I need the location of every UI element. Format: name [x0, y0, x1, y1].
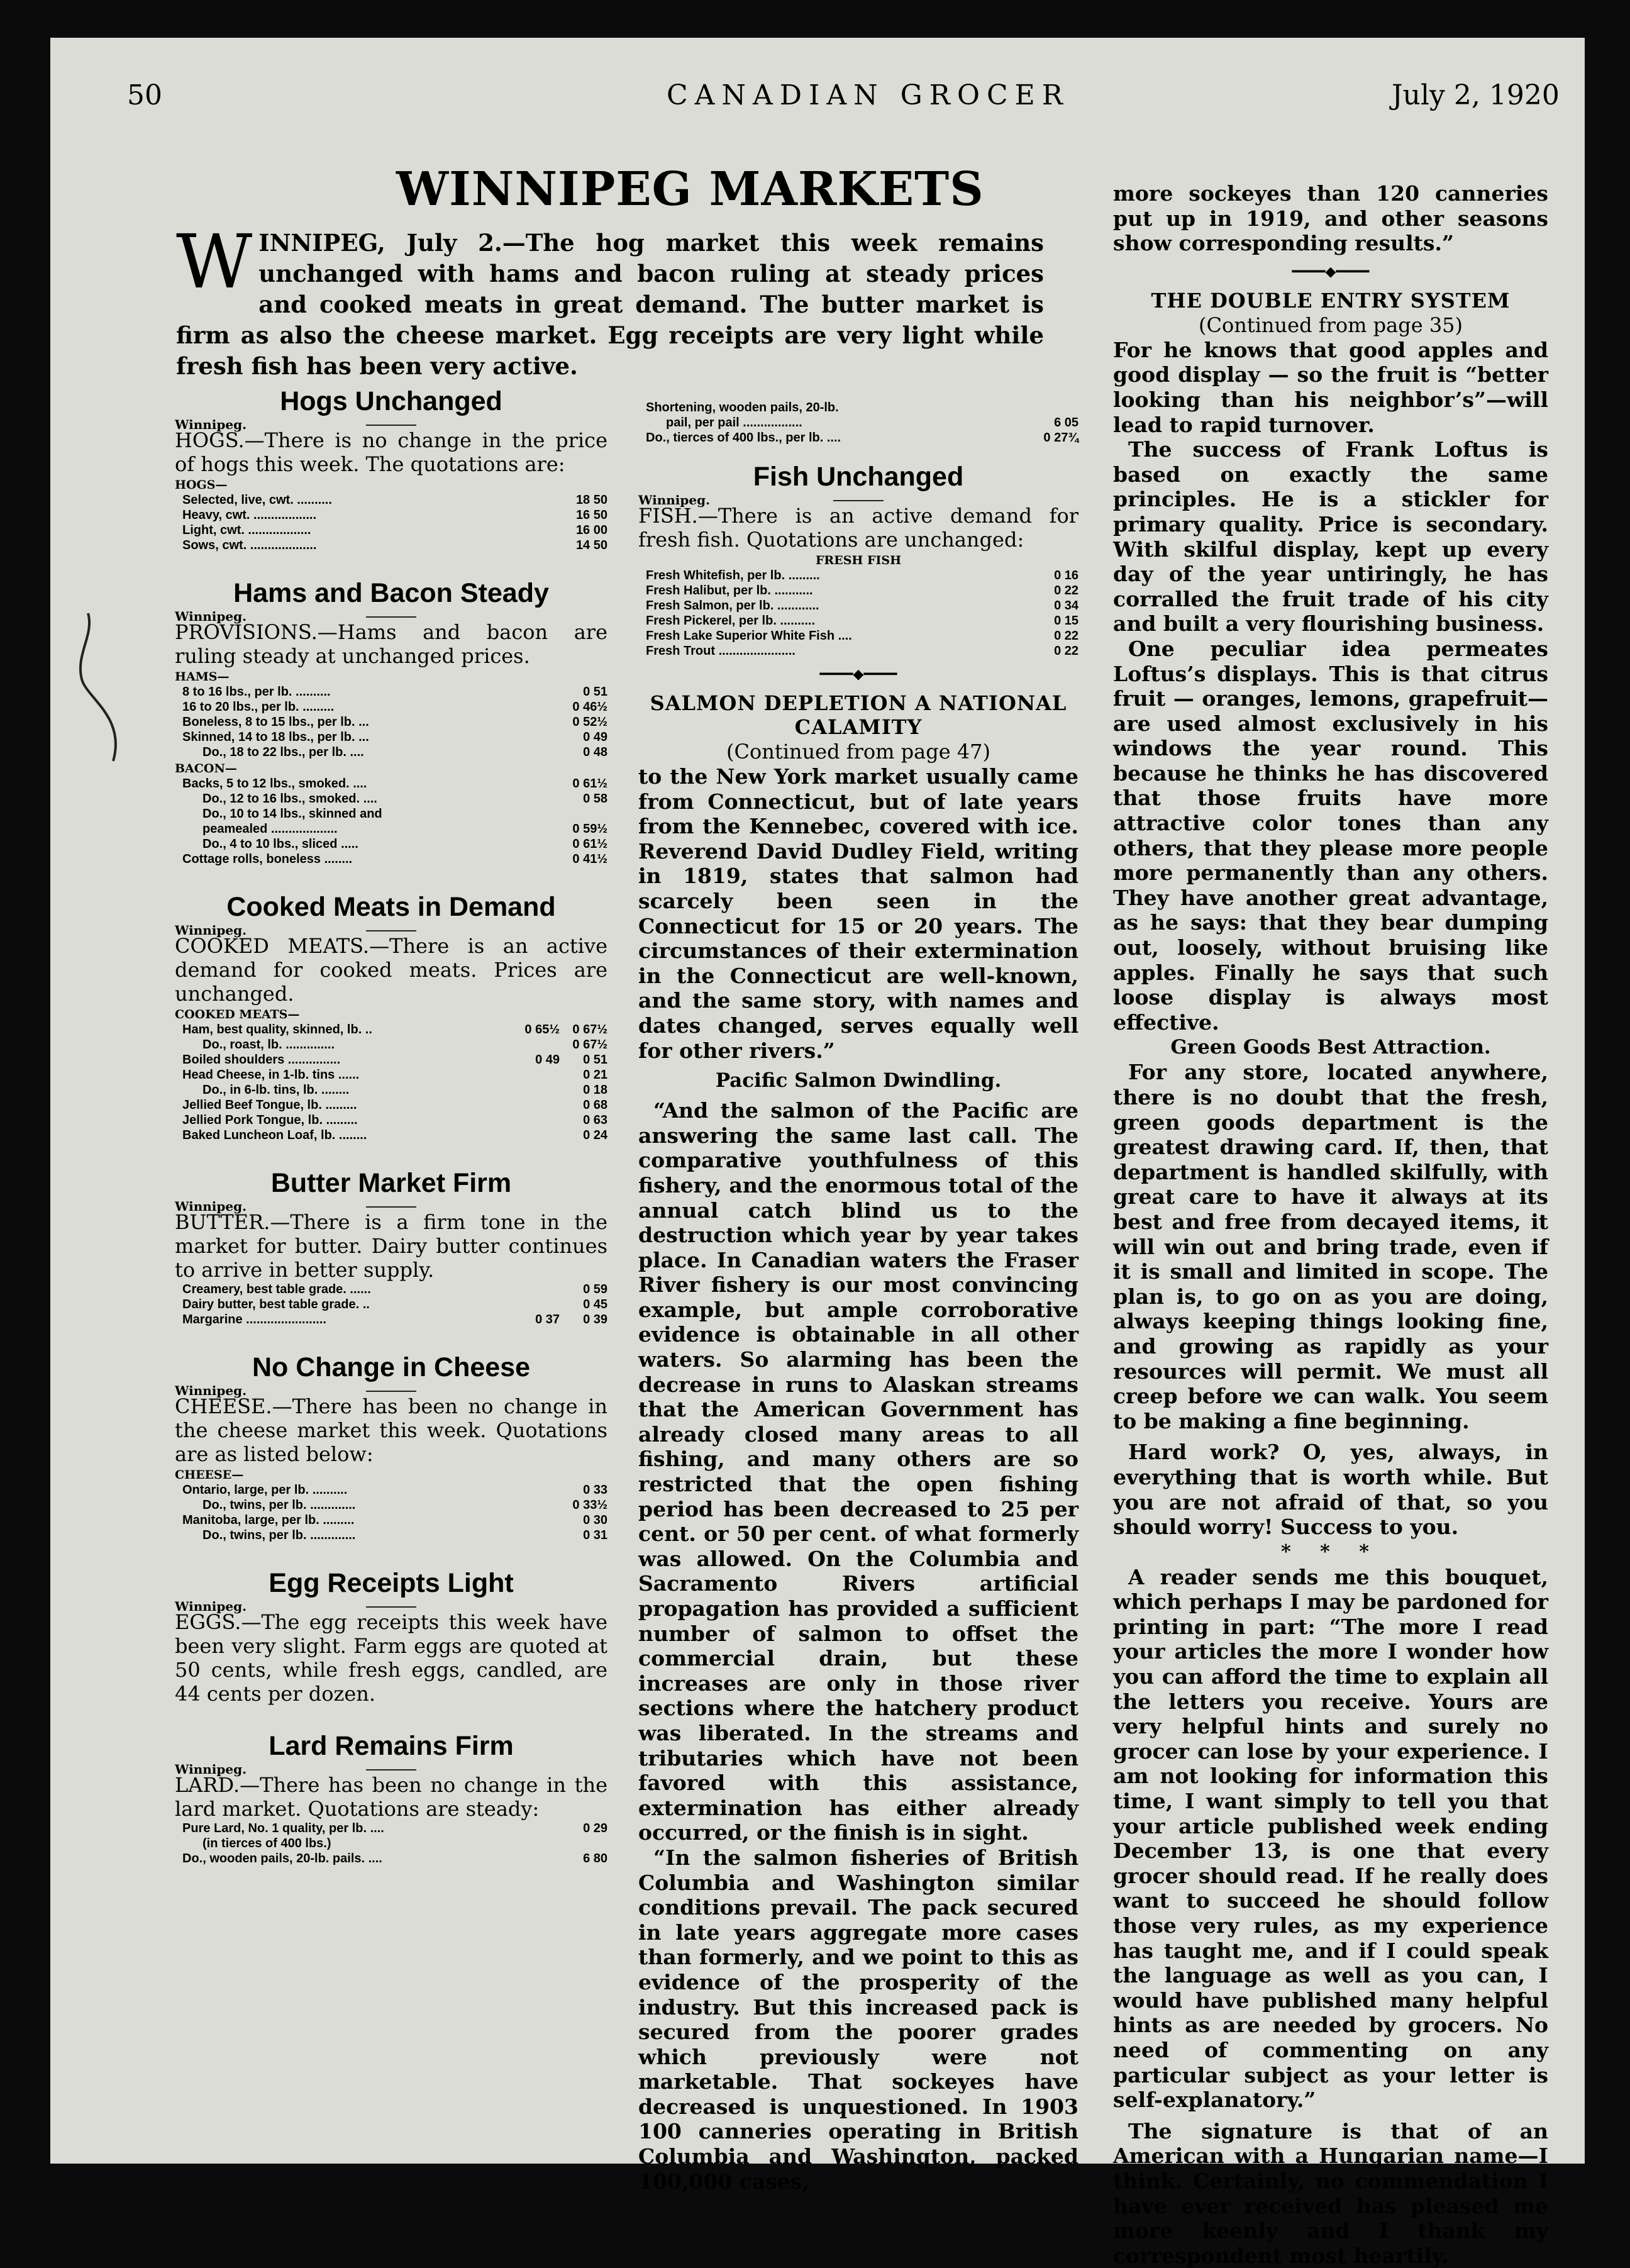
quote-item: 16 to 20 lbs., per lb. ......... [182, 700, 335, 714]
quote-row [175, 1113, 607, 1128]
section-title: Hams and Bacon Steady [233, 578, 549, 608]
quote-row [175, 1052, 607, 1067]
divider-ornament: ━━━━◆━━━━ [1292, 264, 1370, 280]
quote-price: 0 22 [1054, 644, 1078, 658]
quote-price [1031, 400, 1078, 415]
quote-item: Fresh Whitefish, per lb. ......... [646, 569, 820, 582]
page-title: WINNIPEG MARKETS [396, 162, 984, 216]
section-butter [175, 1167, 607, 1327]
dateline: Winnipeg. [175, 1762, 247, 1777]
quote-item: Jellied Pork Tongue, lb. ......... [182, 1113, 358, 1127]
quote-price: 14 50 [575, 538, 607, 552]
section-hams-bacon [175, 577, 607, 867]
quote-item: Sows, cwt. ................... [182, 538, 317, 552]
quote-price: 6 05 [1054, 416, 1078, 430]
quote-price: 0 61½ [572, 837, 607, 851]
quote-item: Light, cwt. .................. [182, 523, 311, 537]
quote-item: Baked Luncheon Loaf, lb. ........ [182, 1128, 367, 1142]
section-title: Butter Market Firm [270, 1168, 512, 1198]
quote-item: Ontario, large, per lb. .......... [182, 1483, 348, 1497]
section-intro: HOGS.—There is no change in the price of hogs this week. The quotations are: [175, 428, 607, 476]
quote-price-low: 0 65½ [524, 1023, 560, 1037]
page-number: 50 [127, 79, 162, 111]
quote-item: Do., wooden pails, 20-lb. pails. .... [182, 1852, 382, 1865]
quote-price: 0 58 [583, 792, 607, 806]
section-hogs [175, 385, 607, 553]
paragraph: The signature is that of an American with a Hungarian name—I think. Certainly, no commendation I have ever received has pleased me more keenly and I thank my correspondent most heartily. [1113, 2118, 1548, 2268]
quote-row [175, 492, 607, 508]
quote-item: Creamery, best table grade. ...... [182, 1282, 371, 1296]
quote-item: Pure Lard, No. 1 quality, per lb. .... [182, 1821, 384, 1835]
quote-price: 0 68 [583, 1098, 607, 1112]
quote-price: 0 15 [1054, 614, 1078, 628]
quote-row [175, 806, 607, 821]
paragraph: One peculiar idea permeates Loftus’s displays. This is that citrus fruit — oranges, lemons, grapefruit—are used almost exclusively in his windows the year round. This because he thinks he has discovered that those fruits have more attractive color tones than any others, that they please more people more permanently than any others. They have another great advantage, as he says: that they bear dumping out, loosely, without bruising like apples. Finally he says that such loose display is always most effective. [1113, 636, 1548, 1035]
quote-price: 0 31 [583, 1528, 607, 1542]
quote-price-low [506, 1297, 560, 1312]
section-intro: COOKED MEATS.—There is an active demand for cooked meats. Prices are unchanged. [175, 934, 607, 1006]
quote-table [175, 684, 607, 760]
article-body [638, 764, 1078, 2194]
quote-row [175, 1297, 607, 1312]
dateline: Winnipeg. [175, 609, 247, 624]
quote-row [175, 523, 607, 538]
quote-row [175, 1821, 607, 1836]
paragraph: “And the salmon of the Pacific are answering the same last call. The comparative youthfulness of this fishery, and the enormous total of the annual catch blind us to the destruction which year by year takes place. In Canadian waters the Fraser River fishery is our most convincing example, but ample corroborative evidence is obtainable in all other waters. So alarming has been the decrease in runs to Alaskan streams that the American Government has already closed many areas to all fishing, and many others are so restricted that the open fishing period has been decreased to 25 per cent. or 50 per cent. of what formerly was allowed. On the Columbia and Sacramento Rivers artificial propagation has provided a sufficient number of salmon to offset the commercial drain, but these increases are only in those river sections where the hatchery product was liberated. In the streams and tributaries which have not been favored with this assistance, extermination has either already occurred, or the finish is in sight. [638, 1098, 1078, 1845]
quote-row [638, 430, 1078, 445]
quote-price: 0 51 [583, 1053, 607, 1067]
continued-note: (Continued from page 47) [726, 740, 991, 764]
section-lard [175, 1730, 607, 1866]
quote-row [175, 791, 607, 806]
quote-price: 0 63 [583, 1113, 607, 1127]
quote-item: Do., twins, per lb. ............. [202, 1498, 356, 1512]
quote-item: Do., tierces of 400 lbs., per lb. .... [646, 431, 841, 445]
quote-price-low: 0 37 [535, 1313, 560, 1326]
paragraph: The success of Frank Loftus is based on exactly the same principles. He is a stickler for primary quality. Price is secondary. With skilful display, kept up every day of the year untiringly, he has corralled the fruit trade of his city and built a very flourishing business. [1113, 437, 1548, 636]
dateline: Winnipeg. [175, 923, 247, 938]
quote-table [175, 1022, 607, 1143]
quote-item: Dairy butter, best table grade. .. [182, 1298, 370, 1311]
quote-row [175, 1498, 607, 1513]
quote-row [638, 568, 1078, 583]
quote-item: Fresh Pickerel, per lb. .......... [646, 614, 815, 628]
quote-price: 0 67½ [572, 1038, 607, 1052]
quote-item: peamealed ................... [202, 822, 338, 836]
quote-price: 0 22 [1054, 584, 1078, 598]
quote-item: 8 to 16 lbs., per lb. .......... [182, 685, 331, 699]
quote-row [175, 1851, 607, 1866]
section-eggs [175, 1567, 607, 1706]
section-intro: FISH.—There is an active demand for fresh fish. Quotations are unchanged: [638, 504, 1078, 552]
quote-row [175, 1312, 607, 1327]
quote-table [638, 568, 1078, 659]
quote-price: 0 59½ [572, 822, 607, 836]
quote-row [175, 1067, 607, 1082]
quote-item: Do., 4 to 10 lbs., sliced ..... [202, 837, 358, 851]
quote-group-label: FRESH FISH [815, 553, 902, 567]
section-intro: BUTTER.—There is a firm tone in the market for butter. Dairy butter continues to arrive in better supply. [175, 1210, 607, 1282]
section-rule [366, 1391, 416, 1392]
continued-note: (Continued from page 35) [1198, 313, 1463, 337]
quote-price-low [506, 1282, 560, 1297]
section-rule [366, 616, 416, 618]
quote-price: 0 33 [583, 1483, 607, 1497]
quote-price: 0 18 [583, 1083, 607, 1097]
quote-row [638, 643, 1078, 659]
divider-ornament: ━━━━◆━━━━ [819, 667, 897, 682]
drop-cap: W [176, 218, 253, 305]
quote-item: Do., 18 to 22 lbs., per lb. .... [202, 745, 364, 759]
quote-item: Cottage rolls, boneless ........ [182, 852, 353, 866]
quote-price: 0 41½ [572, 852, 607, 866]
paragraph: Hard work? O, yes, always, in everything that is worth while. But you are not afraid of that, so you should worry! Success to you. [1113, 1440, 1548, 1540]
quote-group-label: BACON— [175, 762, 237, 775]
quote-row [175, 1528, 607, 1543]
quote-item: Fresh Salmon, per lb. ............ [646, 599, 819, 613]
section-title: Egg Receipts Light [269, 1568, 514, 1598]
quote-item: Do., 12 to 16 lbs., smoked. .... [202, 792, 377, 806]
quote-item: Boneless, 8 to 15 lbs., per lb. ... [182, 715, 369, 729]
publication-name: CANADIAN GROCER [667, 79, 1070, 111]
quote-price-low [506, 1067, 560, 1082]
quote-price: 0 49 [583, 730, 607, 744]
quote-row [638, 598, 1078, 613]
section-rule [366, 1206, 416, 1208]
quote-price-low [506, 1098, 560, 1113]
quote-price: 18 50 [575, 493, 607, 507]
section-title: Hogs Unchanged [280, 386, 502, 416]
section-intro: CHEESE.—There has been no change in the cheese market this week. Quotations are as listed below: [175, 1394, 607, 1466]
section-rule [366, 1606, 416, 1608]
quote-price: 0 30 [583, 1513, 607, 1527]
quote-price-low [506, 1037, 560, 1052]
paragraph: For any store, located anywhere, there is no doubt that the fresh, green goods department is the greatest drawing card. If, then, that department is handled skilfully, with great care to have it always at its best and free from decayed items, it will win out and bring trade, even if it is small and limited in scope. The plan is, to go on as you are doing, always keeping things looking fine, and growing as rapidly as your resources will permit. We must all creep before we can walk. You seem to be making a fine beginning. [1113, 1060, 1548, 1433]
quote-price: 0 16 [1054, 569, 1078, 582]
quote-item: Skinned, 14 to 18 lbs., per lb. ... [182, 730, 369, 744]
quote-item: Boiled shoulders ............... [182, 1053, 341, 1067]
paragraph: more sockeyes than 120 canneries put up in 1919, and other seasons show corresponding results.” [1113, 181, 1548, 256]
quote-price [560, 1836, 607, 1851]
quote-price: 0 61½ [572, 777, 607, 791]
quote-price: 0 24 [583, 1128, 607, 1142]
section-intro: EGGS.—The egg receipts this week have been very slight. Farm eggs are quoted at 50 cents, while fresh eggs, candled, are 44 cents per dozen. [175, 1610, 607, 1706]
quote-row [175, 508, 607, 523]
article-subheading: Pacific Salmon Dwindling. [715, 1069, 1002, 1092]
quote-row [638, 583, 1078, 598]
quote-group-label: COOKED MEATS— [175, 1008, 300, 1021]
quote-table [175, 1482, 607, 1543]
quote-price: 0 27¾ [1043, 431, 1078, 445]
section-cheese [175, 1351, 607, 1543]
quote-price: 16 50 [575, 508, 607, 522]
column-right [1113, 181, 1548, 2268]
dateline: Winnipeg. [175, 1199, 247, 1214]
paragraph: A reader sends me this bouquet, which perhaps I may be pardoned for printing in part: “The more I read your articles the more I wonder how you can afford the time to explain all the letters you receive. Yours are very helpful hints and surely no grocer can lose by your experience. I am not looking for information this time, I want simply to tell you that your article published week ending December 13, is one that every grocer should read. If he really does want to succeed he should follow those very rules, as my experience has taught me, and if I could speak the language as well as you can, I would have published many helpful hints as are needed by grocers. No need of commenting on any particular subject as your letter is self-explanatory.” [1113, 1564, 1548, 2113]
dateline: Winnipeg. [175, 417, 247, 432]
quote-price: 0 46½ [572, 700, 607, 714]
quote-row [175, 1037, 607, 1052]
quote-row [175, 1513, 607, 1528]
article-body [1113, 181, 1548, 256]
quote-price: 0 22 [1054, 629, 1078, 643]
quote-row [638, 400, 1078, 415]
quote-row [175, 1128, 607, 1143]
section-rule [833, 500, 884, 501]
quote-row [175, 776, 607, 791]
quote-price-low [506, 1113, 560, 1128]
article-double-entry [1113, 289, 1548, 2268]
article-body [1113, 338, 1548, 2268]
quote-row [175, 699, 607, 714]
quote-row [175, 745, 607, 760]
quote-item: Ham, best quality, skinned, lb. .. [182, 1023, 372, 1037]
quote-row [175, 837, 607, 852]
quote-table [175, 776, 607, 867]
quote-price [560, 806, 607, 821]
quote-row [175, 1282, 607, 1297]
quote-price: 0 21 [583, 1068, 607, 1082]
quote-row [175, 852, 607, 867]
quote-row [638, 628, 1078, 643]
quote-item: Manitoba, large, per lb. ......... [182, 1513, 355, 1527]
column-left [175, 385, 607, 1866]
quote-price-low [506, 1082, 560, 1098]
quote-item: Fresh Trout ...................... [646, 644, 796, 658]
paragraph: to the New York market usually came from Connecticut, but of late years from the Kennebec, covered with ice. Reverend David Dudley Field, writing in 1819, states that salmon had scarcely been seen in the Connecticut for 15 or 20 years. The circumstances of their extermination in the Connecticut are well-known, and the same story, with names and dates changed, serves equally well for other rivers.” [638, 764, 1078, 1063]
quote-item: Do., 10 to 14 lbs., skinned and [202, 807, 382, 821]
quote-price: 0 34 [1054, 599, 1078, 613]
quote-price-low [506, 1128, 560, 1143]
quote-row [175, 538, 607, 553]
quote-row [175, 684, 607, 699]
section-rule [366, 1769, 416, 1770]
quote-row [175, 1082, 607, 1098]
section-rule [366, 930, 416, 931]
article-heading: SALMON DEPLETION A NATIONAL CALAMITY [650, 691, 1067, 739]
quote-row [175, 730, 607, 745]
quote-price-low: 0 49 [535, 1053, 560, 1067]
quote-group-label: HOGS— [175, 478, 228, 492]
paragraph: For he knows that good apples and good display — so the fruit is “better looking than his neighbor’s”—will lead to rapid turnover. [1113, 337, 1548, 437]
quote-group-label: HAMS— [175, 670, 230, 684]
pencil-mark [69, 610, 138, 767]
section-fish [638, 460, 1078, 659]
quote-item: Head Cheese, in 1-lb. tins ...... [182, 1068, 360, 1082]
article-subheading: Green Goods Best Attraction. [1170, 1036, 1491, 1059]
section-intro: PROVISIONS.—Hams and bacon are ruling steady at unchanged prices. [175, 620, 607, 668]
quote-price: 0 59 [583, 1282, 607, 1296]
quote-item: Fresh Lake Superior White Fish .... [646, 629, 852, 643]
section-rule [366, 425, 416, 426]
quote-item: Do., roast, lb. .............. [202, 1038, 335, 1052]
paragraph: “In the salmon fisheries of British Columbia and Washington similar conditions prevail. The pack secured in late years aggregate more cases than formerly, and we point to this as evidence of the prosperity of the industry. But this increased pack is secured from the poorer grades which previously were not marketable. That sockeyes have decreased is unquestioned. In 1903 100 canneries operating in British Columbia and Washington, packed 100,000 cases, [638, 1845, 1078, 2194]
quote-price: 0 39 [583, 1313, 607, 1326]
quote-price: 16 00 [575, 523, 607, 537]
section-title: Lard Remains Firm [269, 1731, 514, 1761]
quote-price: 6 80 [583, 1852, 607, 1865]
dateline: Winnipeg. [175, 1599, 247, 1614]
quote-item: Jellied Beef Tongue, lb. ......... [182, 1098, 357, 1112]
quote-row [175, 1022, 607, 1037]
quote-row [175, 1482, 607, 1498]
quote-row [175, 821, 607, 837]
quote-price: 0 33½ [572, 1498, 607, 1512]
quote-item: Fresh Halibut, per lb. ........... [646, 584, 813, 598]
dateline: Winnipeg. [175, 1383, 247, 1398]
column-middle [638, 400, 1078, 2194]
quote-item: Selected, live, cwt. .......... [182, 493, 332, 507]
section-title: No Change in Cheese [252, 1352, 531, 1382]
quote-item: Do., twins, per lb. ............. [202, 1528, 356, 1542]
quote-price: 0 67½ [572, 1023, 607, 1037]
quote-price: 0 29 [583, 1821, 607, 1835]
quote-table [638, 400, 1078, 445]
issue-date: July 2, 1920 [1392, 79, 1560, 111]
quote-table [175, 1821, 607, 1866]
quote-item: (in tierces of 400 lbs.) [202, 1837, 331, 1850]
quote-price: 0 51 [583, 685, 607, 699]
quote-row [175, 1836, 607, 1851]
section-title: Cooked Meats in Demand [226, 892, 556, 922]
section-break: * * * [1281, 1540, 1380, 1563]
section-intro: LARD.—There has been no change in the lard market. Quotations are steady: [175, 1773, 607, 1821]
lead-text: INNIPEG, July 2.—The hog market this week remains unchanged with hams and bacon ruling at steady prices and cooked meats in great demand. The butter market is firm as also the cheese market. Egg receipts are very light while fresh fish has been very active. [176, 229, 1044, 380]
quote-row [175, 714, 607, 730]
quote-item: Heavy, cwt. .................. [182, 508, 317, 522]
quote-item: pail, per pail ................. [666, 416, 802, 430]
dateline: Winnipeg. [638, 492, 711, 508]
quote-item: Shortening, wooden pails, 20-lb. [646, 401, 839, 414]
quote-price: 0 52½ [572, 715, 607, 729]
lead-paragraph [176, 218, 1044, 382]
quote-row [175, 1098, 607, 1113]
quote-row [638, 613, 1078, 628]
quote-price: 0 45 [583, 1298, 607, 1311]
article-heading: THE DOUBLE ENTRY SYSTEM [1151, 288, 1511, 313]
quote-item: Margarine ....................... [182, 1313, 326, 1326]
section-cooked-meats [175, 891, 607, 1143]
quote-table [175, 1282, 607, 1327]
quote-table [175, 492, 607, 553]
quote-item: Do., in 6-lb. tins, lb. ........ [202, 1083, 350, 1097]
quote-row [638, 415, 1078, 430]
quote-item: Backs, 5 to 12 lbs., smoked. .... [182, 777, 367, 791]
quote-price: 0 48 [583, 745, 607, 759]
quote-group-label: CHEESE— [175, 1468, 244, 1482]
article-salmon [638, 691, 1078, 2194]
section-title: Fish Unchanged [753, 462, 964, 492]
